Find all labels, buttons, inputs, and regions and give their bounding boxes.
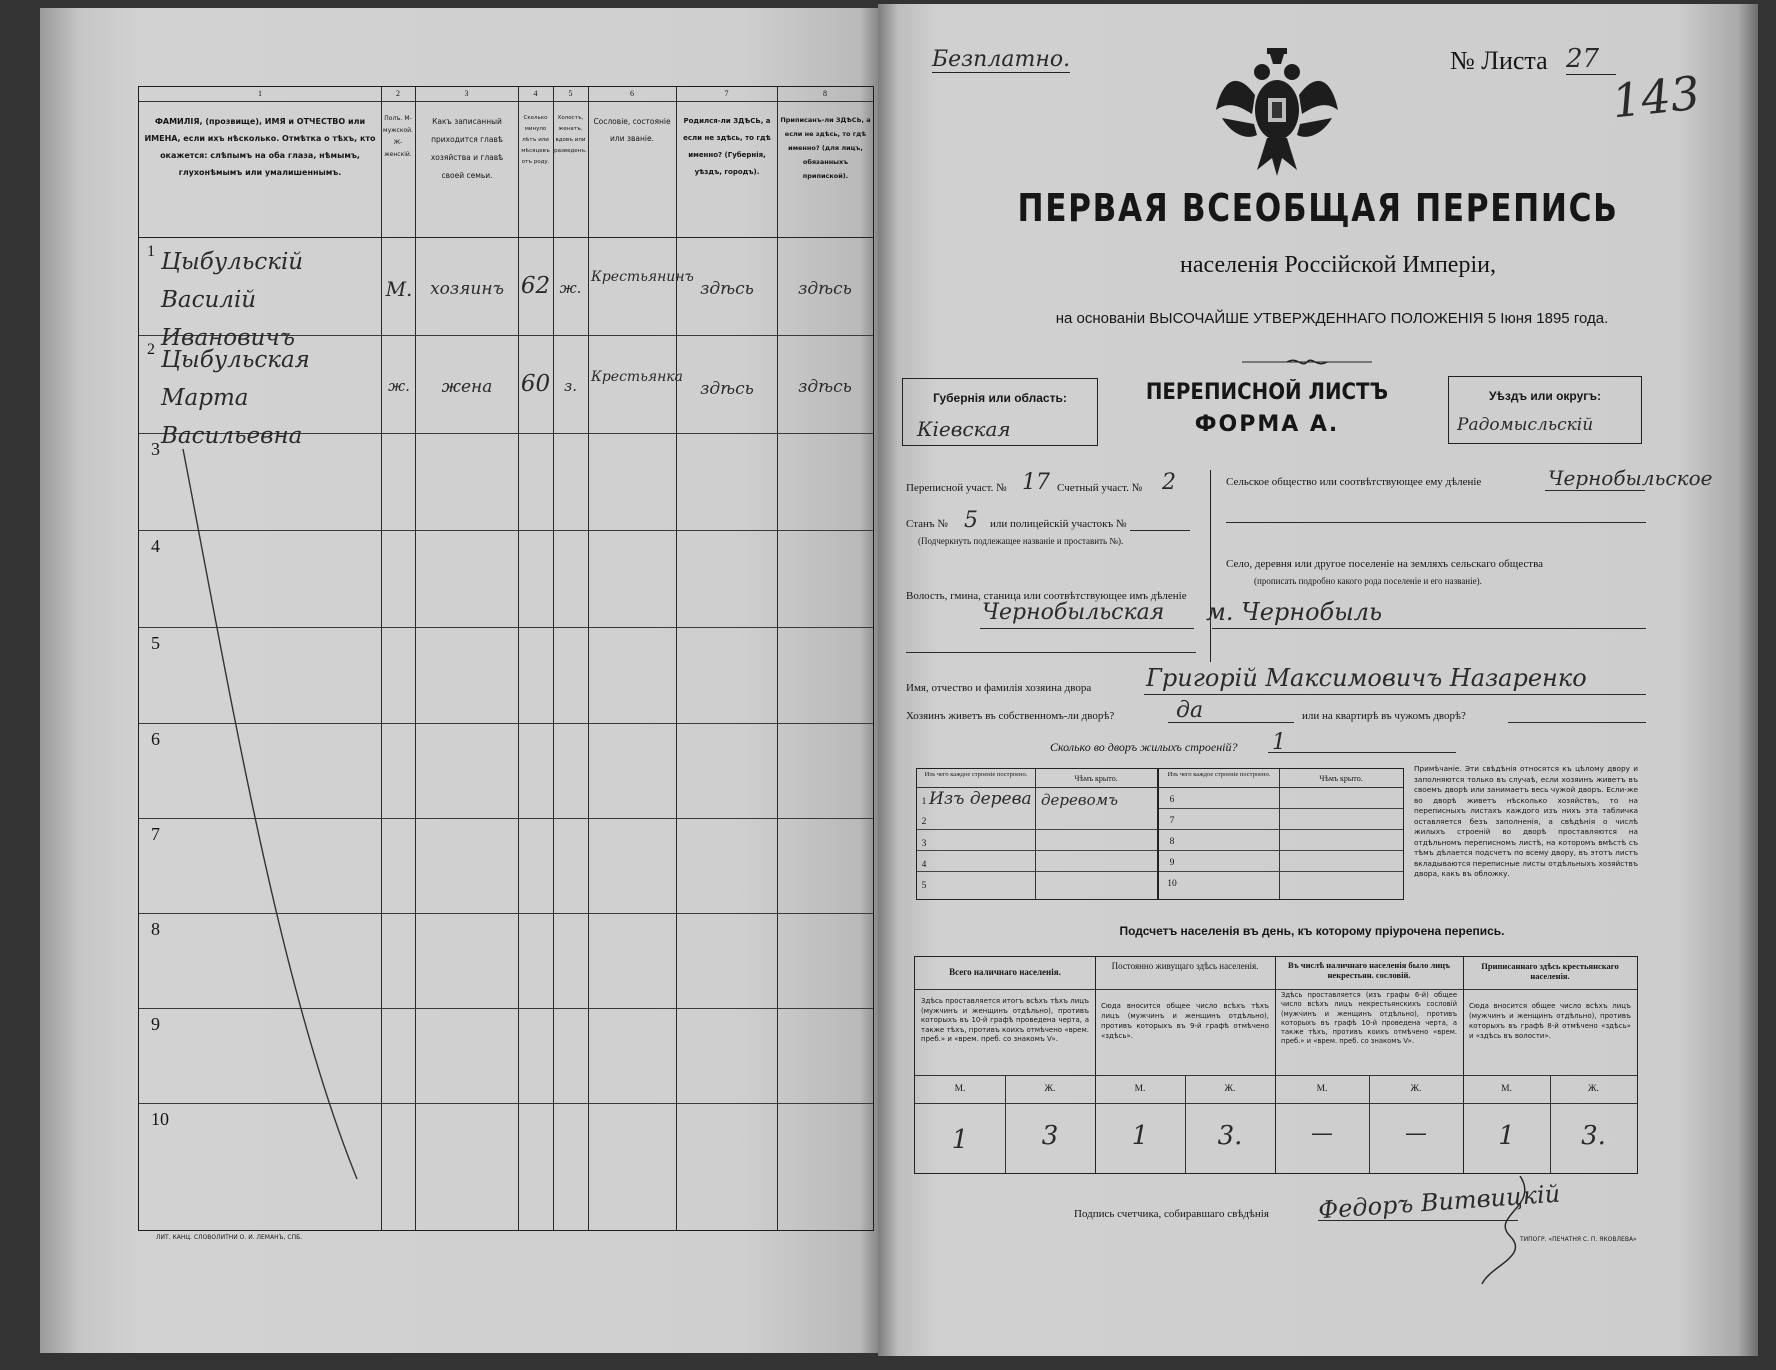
summary-description: Здѣсь проставляется (изъ графы 6-й) общее число всѣхъ лицъ некрестьянскихъ сословій (мужчинъ и женщинъ отдѣльно), противъ которыхъ въ графѣ 10-й проведена черта, а также тѣхъ, противъ коихъ отмѣчено «врем. преб.» и «врем. преб. со знакомъ V». (1281, 991, 1457, 1046)
column-number: 7 (724, 89, 729, 98)
district-label: Уѣздъ или округъ: (1488, 389, 1602, 403)
row-number: 6 (151, 729, 160, 749)
summary-value: — (1311, 1121, 1333, 1146)
building-row-number: 8 (1169, 837, 1175, 847)
column-header-registered: Приписанъ-ли ЗДѢСЬ, а если не здѣсь, то гдѣ именно? (для лицъ, обязанныхъ припиской). (780, 116, 871, 180)
page-title: ПЕРВАЯ ВСЕОБЩАЯ ПЕРЕПИСЬ (1017, 186, 1619, 230)
roof-header: Чѣмъ крыто. (1074, 774, 1118, 783)
column-number: 5 (568, 89, 573, 98)
building-row-number: 9 (1169, 858, 1175, 868)
female-label: Ж. (1224, 1084, 1236, 1094)
building-row-number: 7 (1169, 816, 1175, 826)
row-number: 2 (147, 341, 155, 358)
row-number: 3 (151, 439, 160, 459)
form-name: ФОРМА А. (1194, 412, 1340, 437)
person-born: здѣсь (700, 379, 754, 399)
stan-label: Станъ № (906, 518, 948, 530)
person-sex: М. (385, 277, 413, 301)
male-label: М. (1316, 1084, 1328, 1094)
summary-table (914, 956, 1638, 1174)
person-age: 62 (520, 273, 551, 299)
male-label: М. (954, 1084, 966, 1094)
volost-label: Волость, гмина, станица или соотвѣтствующее имъ дѣленіе (906, 590, 1187, 602)
summary-header: Всего наличнаго населенія. (949, 967, 1061, 977)
sheet-label: № Листа (1450, 46, 1548, 75)
summary-value: 3 (1041, 1121, 1059, 1151)
building-row-number: 3 (921, 839, 927, 849)
person-relation: жена (441, 377, 493, 397)
buildings-value: 1 (1272, 730, 1286, 755)
column-number: 8 (823, 89, 827, 98)
sheet-number: 27 (1566, 44, 1616, 75)
village-label: Село, деревня или другое поселеніе на земляхъ сельскаго общества (1226, 558, 1544, 570)
district-box (1448, 376, 1642, 444)
person-name: Цыбульскій Василій Ивановичъ (161, 249, 304, 351)
owner-label: Имя, отчество и фамилія хозяина двора (906, 682, 1092, 694)
summary-header: Въ числѣ наличнаго населенія было лицъ некрестьян. сословій. (1288, 960, 1450, 980)
census-area-label: Переписной участ. № (906, 482, 1007, 494)
count-area-label: Счетный участ. № (1057, 482, 1143, 494)
page-subtitle: населенія Россійской Имперіи, (1180, 252, 1496, 278)
signature-value: Федоръ Витвицкій (1317, 1179, 1561, 1225)
person-estate: Крестьянинъ (591, 269, 694, 285)
column-number: 4 (533, 89, 538, 98)
own-house-value: да (1176, 698, 1204, 723)
summary-value: — (1405, 1121, 1427, 1146)
female-label: Ж. (1588, 1084, 1599, 1094)
buildings-table (916, 768, 1404, 900)
census-area-value: 17 (1022, 470, 1050, 495)
person-registered: здѣсь (798, 377, 852, 397)
summary-value: 3. (1581, 1121, 1606, 1151)
printer-imprint: ТИПОГР. «ПЕЧАТНЯ С. П. ЯКОВЛЕВА» (1520, 1236, 1637, 1243)
buildings-label: Сколько во дворъ жилыхъ строеній? (1050, 740, 1238, 754)
material-header: Изъ чего каждое строеніе построено. (924, 771, 1028, 778)
column-number: 2 (396, 89, 400, 98)
column-header-estate: Сословіе, состояніе или званіе. (593, 117, 671, 143)
village-note: (прописать подробно какого рода поселеніе и его названіе). (1254, 576, 1482, 586)
free-label: Безплатно. (932, 47, 1071, 72)
row-number: 5 (151, 633, 160, 653)
person-born: здѣсь (700, 279, 754, 299)
column-header-born: Родился-ли ЗДѢСЬ, а если не здѣсь, то гдѣ именно? (Губернія, уѣздъ, городъ). (683, 117, 771, 176)
row-number: 8 (151, 919, 160, 939)
owner-value: Григорій Максимовичъ Назаренко (1146, 664, 1587, 692)
person-registered: здѣсь (798, 279, 852, 299)
building-material: Изъ дерева (929, 789, 1032, 809)
person-marital: ж. (559, 279, 582, 297)
person-name: Цыбульская Марта Васильевна (161, 347, 310, 449)
signature-label: Подпись счетчика, собиравшаго свѣдѣнія (1074, 1208, 1269, 1220)
male-label: М. (1501, 1084, 1512, 1094)
summary-value: 1 (1498, 1121, 1515, 1151)
column-number: 1 (258, 89, 262, 98)
person-age: 60 (520, 371, 551, 397)
summary-header: Приписаннаго здѣсь крестьянскаго населенія. (1481, 961, 1619, 981)
underline-note: (Подчеркнуть подлежащее названіе и проставить №). (918, 536, 1124, 546)
rent-label: или на квартирѣ въ чужомъ дворѣ? (1302, 710, 1466, 722)
society-label: Сельское общество или соотвѣтствующее ему дѣленіе (1226, 476, 1482, 488)
society-value: Чернобыльское (1548, 466, 1713, 490)
female-label: Ж. (1044, 1084, 1056, 1094)
province-box (902, 378, 1098, 446)
column-header-sex: Полъ. М-мужской. Ж-женскій. (383, 115, 413, 158)
summary-header: Постоянно живущаго здѣсь населенія. (1111, 961, 1259, 971)
building-row-number: 4 (921, 860, 927, 870)
person-relation: хозяинъ (430, 279, 504, 299)
column-header-age: Сколько минуло лѣтъ или мѣсяцевъ отъ роду. (521, 115, 550, 165)
province-label: Губернія или область: (933, 391, 1067, 405)
police-label: или полицейскій участокъ № (990, 518, 1127, 530)
summary-description: Здѣсь проставляется итогъ всѣхъ тѣхъ лицъ (мужчинъ и женщинъ отдѣльно), противъ которыхъ въ 10-й графѣ проведена черта, а также тѣхъ, противъ коихъ отмѣчено «врем. преб.» и «врем. преб. со знакомъ V». (921, 997, 1089, 1043)
person-marital: з. (564, 377, 577, 395)
row-number: 4 (151, 536, 160, 556)
row-number: 1 (147, 243, 155, 260)
stan-value: 5 (964, 508, 978, 533)
double-headed-eagle-icon (1212, 40, 1342, 188)
row-number: 10 (151, 1109, 169, 1129)
column-number: 6 (630, 89, 634, 98)
buildings-note: Примѣчаніе. Эти свѣдѣнія относятся къ цѣлому двору и заполняются только въ случаѣ, если хозяинъ живетъ въ своемъ дворѣ или занимаетъ весь чужой дворъ. Если-же во дворѣ живетъ нѣсколько хозяйствъ, то на переписныхъ листахъ каждого изъ нихъ эта табличка оставляется безъ заполненія, а свѣдѣнія о числѣ жилыхъ строеній во дворѣ проставляются на отдѣльномъ переписномъ листѣ, на которомъ вмѣстѣ съ тѣмъ дѣлается подсчетъ по всему двору, въ этотъ листъ вкладываются переписные листы отдѣльныхъ хозяйствъ двора, какъ въ обложку. (1414, 764, 1638, 878)
archive-number: 143 (1609, 65, 1703, 129)
column-header-name: ФАМИЛІЯ, (прозвище), ИМЯ и ОТЧЕСТВО или ИМЕНА, если ихъ нѣсколько. Отмѣтка о тѣхъ, кто окажется: слѣпымъ на оба глаза, нѣмымъ, глухонѣмымъ или умалишеннымъ. (144, 117, 376, 177)
building-roof: деревомъ (1041, 791, 1119, 809)
count-area-value: 2 (1162, 470, 1176, 495)
column-number: 3 (464, 89, 469, 98)
roof-header: Чѣмъ крыто. (1319, 774, 1363, 783)
district-value: Радомысльскій (1457, 415, 1594, 435)
material-header: Изъ чего каждое строеніе построено. (1167, 771, 1271, 778)
column-header-relation: Какъ записанный приходится главѣ хозяйства и главѣ своей семьи. (430, 117, 504, 180)
province-value: Кіевская (917, 417, 1011, 441)
household-table (138, 86, 874, 1231)
female-label: Ж. (1410, 1084, 1422, 1094)
summary-value: 3. (1217, 1121, 1243, 1151)
building-row-number: 5 (921, 881, 927, 891)
cross-out-stroke (139, 87, 873, 1230)
summary-title: Подсчетъ населенія въ день, къ которому пріурочена перепись. (1119, 924, 1505, 938)
own-house-label: Хозяинъ живетъ въ собственномъ-ли дворѣ? (906, 710, 1115, 722)
person-sex: ж. (388, 377, 410, 395)
building-row-number: 1 (921, 797, 927, 807)
row-number: 7 (151, 824, 160, 844)
building-row-number: 6 (1169, 795, 1175, 805)
volost-value: Чернобыльская (982, 600, 1165, 625)
summary-value: 1 (1131, 1121, 1149, 1151)
summary-value: 1 (951, 1125, 969, 1155)
building-row-number: 2 (921, 817, 927, 827)
signature-flourish (1480, 1176, 1560, 1286)
fields-divider (1210, 470, 1211, 662)
summary-description: Сюда вносится общее число всѣхъ лицъ (мужчинъ и женщинъ отдѣльно), противъ которыхъ въ графѣ 8-й отмѣчено «здѣсь» и «здѣсь въ волости». (1469, 1002, 1631, 1040)
printer-imprint: ЛИТ. КАНЦ. СЛОВОЛИТНИ О. И. ЛЕМАНЪ, СПБ. (156, 1234, 303, 1241)
row-number: 9 (151, 1014, 160, 1034)
summary-description: Сюда вносится общее число всѣхъ тѣхъ лицъ (мужчинъ и женщинъ отдѣльно), противъ которыхъ въ 9-й графѣ отмѣчено «здѣсь». (1101, 1002, 1269, 1040)
person-estate: Крестьянка (591, 369, 684, 385)
building-row-number: 10 (1167, 879, 1177, 889)
form-title: ПЕРЕПИСНОЙ ЛИСТЪ (1145, 380, 1389, 405)
ornament-divider (1242, 356, 1372, 368)
basis-line: на основаніи ВЫСОЧАЙШЕ УТВЕРЖДЕННАГО ПОЛОЖЕНІЯ 5 Іюня 1895 года. (1055, 310, 1609, 327)
column-header-marital: Холостъ, женатъ, вдовъ или разведенъ. (554, 115, 587, 154)
village-value: м. Чернобыль (1206, 598, 1383, 626)
male-label: М. (1134, 1084, 1146, 1094)
